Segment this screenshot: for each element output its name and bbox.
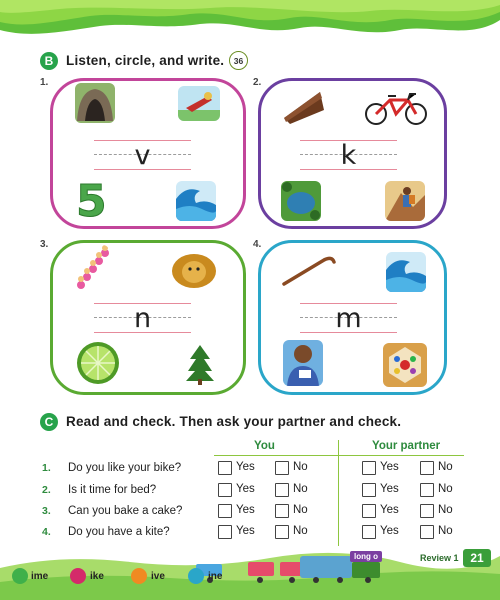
game-board-picture[interactable] — [383, 343, 427, 387]
you-yes-label: Yes — [236, 504, 255, 516]
question-text: Can you bake a cake? — [68, 505, 183, 517]
col-you-header: You — [254, 440, 275, 452]
bike-picture[interactable] — [362, 88, 430, 126]
lion-picture[interactable] — [170, 252, 218, 290]
section-c-badge: C — [40, 413, 58, 431]
boy-picture[interactable] — [283, 340, 323, 386]
phonics-ive: ive — [151, 571, 165, 582]
cave-picture[interactable] — [75, 83, 115, 123]
wave-picture-2[interactable] — [386, 252, 426, 292]
partner-yes-checkbox[interactable] — [362, 461, 376, 475]
question-text: Do you have a kite? — [68, 526, 170, 538]
write-box-2[interactable] — [300, 140, 397, 170]
panel-2-number: 2. — [253, 77, 262, 88]
panel-4-number: 4. — [253, 239, 262, 250]
question-row — [42, 523, 472, 541]
phonics-ive-icon — [131, 568, 147, 584]
section-b-badge: B — [40, 52, 58, 70]
written-letter-3: n — [133, 303, 152, 334]
partner-yes-label: Yes — [380, 461, 399, 473]
page-number: 21 — [463, 549, 491, 567]
phonics-ine: ine — [208, 571, 223, 582]
question-text: Is it time for bed? — [68, 484, 157, 496]
partner-yes-label: Yes — [380, 525, 399, 537]
you-no-checkbox[interactable] — [275, 525, 289, 539]
partner-yes-checkbox[interactable] — [362, 525, 376, 539]
partner-yes-checkbox[interactable] — [362, 504, 376, 518]
phonics-ike: ike — [90, 571, 104, 582]
long-o-tag: long o — [350, 551, 382, 562]
written-letter-2: k — [340, 140, 357, 171]
question-text: Do you like your bike? — [68, 462, 182, 474]
section-c-title: Read and check. Then ask your partner and check. — [66, 414, 402, 429]
review-label: Review 1 — [420, 553, 459, 563]
question-row — [42, 502, 472, 520]
partner-no-label: No — [438, 525, 453, 537]
partner-no-checkbox[interactable] — [420, 504, 434, 518]
lake-picture[interactable] — [281, 181, 321, 221]
you-yes-checkbox[interactable] — [218, 461, 232, 475]
panel-3-number: 3. — [40, 239, 49, 250]
partner-no-checkbox[interactable] — [420, 525, 434, 539]
you-yes-checkbox[interactable] — [218, 483, 232, 497]
audio-track-badge[interactable] — [229, 51, 248, 70]
partner-no-label: No — [438, 483, 453, 495]
phonics-ime-icon — [12, 568, 28, 584]
header-rule — [214, 455, 464, 456]
col-partner-header: Your partner — [372, 440, 441, 452]
partner-no-checkbox[interactable] — [420, 483, 434, 497]
write-box-3[interactable] — [94, 303, 191, 333]
you-no-checkbox[interactable] — [275, 504, 289, 518]
you-yes-checkbox[interactable] — [218, 525, 232, 539]
phonics-ime: ime — [31, 571, 49, 582]
written-letter-4: m — [335, 303, 362, 334]
you-yes-checkbox[interactable] — [218, 504, 232, 518]
cake-picture[interactable] — [280, 84, 328, 126]
partner-no-checkbox[interactable] — [420, 461, 434, 475]
question-number: 3. — [42, 505, 51, 517]
cane-picture[interactable] — [280, 252, 338, 288]
tuba-picture[interactable] — [178, 86, 220, 121]
partner-yes-label: Yes — [380, 504, 399, 516]
section-b-title: Listen, circle, and write. — [66, 53, 225, 68]
phonics-ine-icon — [188, 568, 204, 584]
question-number: 4. — [42, 526, 51, 538]
wave-picture-1[interactable] — [176, 181, 216, 221]
hiker-picture[interactable] — [385, 181, 425, 221]
write-box-4[interactable] — [300, 303, 397, 333]
lime-picture[interactable] — [74, 340, 122, 386]
you-no-label: No — [293, 461, 308, 473]
you-yes-label: Yes — [236, 525, 255, 537]
you-no-label: No — [293, 525, 308, 537]
audio-track-number: 36 — [233, 55, 244, 66]
question-row — [42, 481, 472, 499]
you-no-label: No — [293, 483, 308, 495]
write-box-1[interactable] — [94, 140, 191, 170]
you-no-checkbox[interactable] — [275, 483, 289, 497]
you-yes-label: Yes — [236, 461, 255, 473]
partner-yes-checkbox[interactable] — [362, 483, 376, 497]
question-number: 1. — [42, 462, 51, 474]
partner-no-label: No — [438, 461, 453, 473]
written-letter-1: v — [134, 140, 151, 171]
you-yes-label: Yes — [236, 483, 255, 495]
phonics-ike-icon — [70, 568, 86, 584]
question-row — [42, 459, 472, 477]
partner-no-label: No — [438, 504, 453, 516]
line-picture[interactable] — [75, 245, 109, 291]
number-five-picture[interactable]: 5 — [76, 176, 107, 227]
top-decorative-band — [0, 0, 500, 44]
you-no-checkbox[interactable] — [275, 461, 289, 475]
pine-tree-picture[interactable] — [184, 343, 216, 385]
you-no-label: No — [293, 504, 308, 516]
partner-yes-label: Yes — [380, 483, 399, 495]
question-number: 2. — [42, 484, 51, 496]
panel-1-number: 1. — [40, 77, 49, 88]
